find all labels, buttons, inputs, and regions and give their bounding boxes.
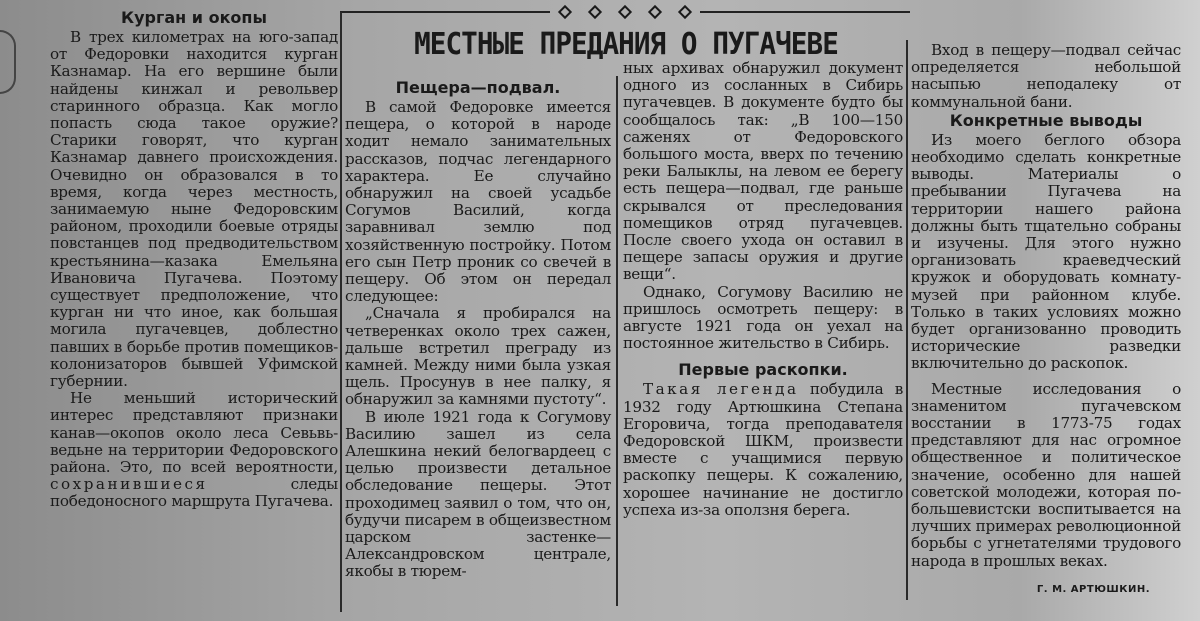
column-rule [616,76,618,606]
paragraph: Местные исследования о знаменитом пугачевском восстании в 1773-75 годах представляют для нас огромное общественное и политическое значение, особенно для нашей советской молодежи, которая по-большевистски воспитывается на лучших примерах революционной борьбы с угнетателями трудового народа в прошлых веках. [911,379,1181,570]
column-4 [911,42,1181,570]
author-signature: Г. М. АРТЮШКИН. [1036,584,1150,595]
section-title: Пещера—подвал. [395,78,561,97]
column-3 [623,60,903,519]
header-ornament [340,5,910,19]
column-2 [345,78,611,581]
quote-paragraph: „Сначала я пробирался на четверенках около трех сажен, дальше встретил преграду из камней. Между ними была узкая щель. Просунув в нее палку, я обнаружил за камнями пустоту“. [345,304,611,409]
spaced-word: Такая легенда [643,380,799,399]
paragraph: Вход в пещеру—подвал сейчас определяется небольшой насыпью неподалеку от коммунальной бани. [911,41,1181,111]
paragraph: Из моего беглого обзора необходимо сделать конкретные выводы. Материалы о пребывании Пугачева на территории нашего района должны быть тщательно собраны и изучены. Для этого нужно организовать краеведческий кружок и оборудовать комнату-музей при районном клубе. Только в таких условиях можно будет организованно проводить исторические разведки включительно до раскопок. [911,130,1181,373]
column-rule [340,12,342,612]
paragraph-text: побудила в 1932 году Артюшкина Степана Егоровича, тогда преподавателя Федоровской ШКМ, произвести вместе с учащимися первую раскопку пещеры. К сожалению, хорошее начинание не достигло успеха из-за оползня берега. [623,380,904,519]
paragraph [623,381,903,519]
page-edge-mark [0,30,16,94]
section-title: Курган и окопы [121,8,267,27]
section-title: Конкретные выводы [949,110,1143,130]
column-1 [50,8,338,511]
paragraph-text: следы победоносного маршрута Пугачева. [50,475,338,511]
paragraph: В трех километрах на юго-запад от Федоровки находится курган Казнамар. На его вершине были найдены кинжал и револьвер старинного образца. Как могло попасть сюда такое оружие? Старики говорят, что курган Казнамар давнего происхождения. Очевидно он образовался в то время, когда через местность, занимаемую ныне Федоровским районом, проходили боевые отряды повстанцев под предводительством крестьянина—казака Емельяна Ивановича Пугачева. Поэтому существует предположение, что курган ни что иное, как большая могила пугачевцев, доблестно павших в борьбе против помещиков-колонизаторов бывшей Уфимской губернии. [50,28,338,391]
paragraph: ных архивах обнаружил документ одного из сосланных в Сибирь пугачевцев. В документе будто бы сообщалось так: „В 100—150 саженях от Федоровского большого моста, вверх по течению реки Балыклы, на левом ее берегу есть пещера—подвал, где раньше скрывался от преследования помещиков отряд пугачевцев. После своего ухода он оставил в пещере запасы оружия и другие вещи“. [623,59,903,284]
section-title: Первые раскопки. [678,360,848,380]
column-rule [906,40,908,600]
paragraph: Однако, Согумову Василию не пришлось осмотреть пещеру: в августе 1921 года он уехал на постоянное жительство в Сибирь. [623,282,903,353]
spaced-word: сохранившиеся [50,475,208,494]
paragraph: В самой Федоровке имеется пещера, о которой в народе ходит немало занимательных рассказов, подчас легендарного характера. Ее случайно обнаружил на своей усадьбе Согумов Василий, когда заравнивал землю под хозяйственную постройку. Потом его сын Петр проник со свечей в пещеру. Об этом он передал следующее: [345,98,611,306]
article-headline: МЕСТНЫЕ ПРЕДАНИЯ О ПУГАЧЕВЕ [414,27,838,62]
paragraph-text: Не меньший исторический интерес представляют признаки канав—окопов около леса Севьвь-ведьне на территории Федоровского района. Это, по всей вероятности, [50,389,338,477]
paragraph [50,390,338,510]
paragraph: В июле 1921 года к Согумову Василию зашел из села Алешкина некий белогвардеец с целью произвести детальное обследование пещеры. Этот проходимец заявил о том, что он, будучи писарем в общеизвестном царском застенке—Александровском централе, якобы в тюрем- [345,407,611,581]
